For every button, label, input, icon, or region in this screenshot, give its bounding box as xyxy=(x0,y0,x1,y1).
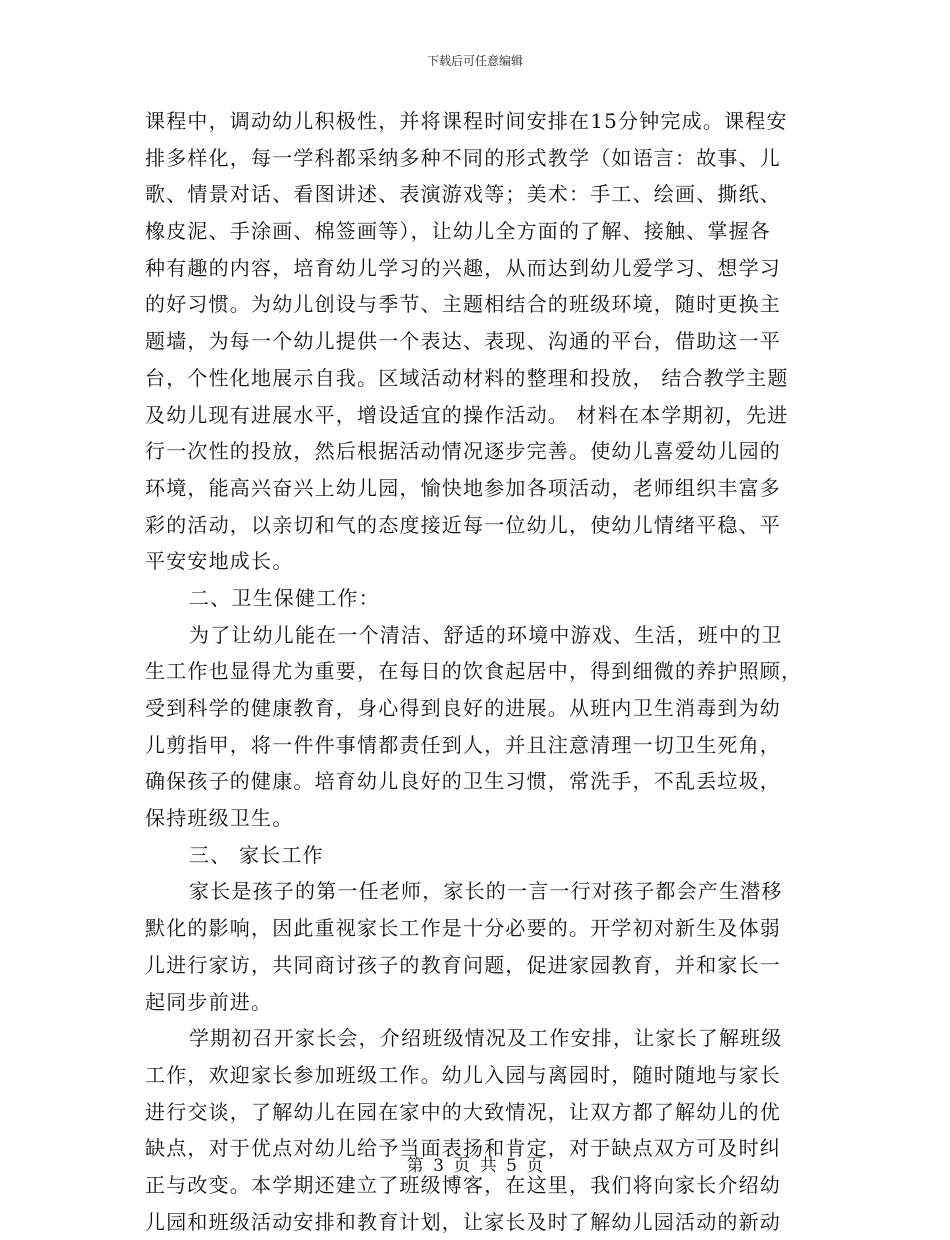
body-line: 平安安地成长。 xyxy=(145,549,294,574)
body-line: 行一次性的投放，然后根据活动情况逐步完善。使幼儿喜爱幼儿园的 xyxy=(145,439,781,464)
body-line: 台，个性化地展示自我。区域活动材料的整理和投放， 结合教学主题 xyxy=(145,365,789,390)
body-line: 工作，欢迎家长参加班级工作。幼儿入园与离园时，随时随地与家长 xyxy=(145,1062,781,1087)
body-line: 排多样化，每一学科都采纳多种不同的形式教学（如语言：故事、儿 xyxy=(145,145,781,170)
body-line: 生工作也显得尤为重要，在每日的饮食起居中，得到细微的养护照顾， xyxy=(145,659,803,684)
body-line: 起同步前进。 xyxy=(145,989,273,1014)
body-line: 受到科学的健康教育，身心得到良好的进展。从班内卫生消毒到为幼 xyxy=(145,696,781,720)
body-line: 彩的活动，以亲切和气的态度接近每一位幼儿，使幼儿情绪平稳、平 xyxy=(145,512,781,537)
section-heading-parents: 三、 家长工作 xyxy=(189,842,324,867)
body-line: 种有趣的内容，培育幼儿学习的兴趣，从而达到幼儿爱学习、想学习 xyxy=(145,255,781,280)
body-line: 进行交谈，了解幼儿在园在家中的大致情况，让双方都了解幼儿的优 xyxy=(145,1099,781,1124)
page-header-note: 下载后可任意编辑 xyxy=(426,54,523,68)
body-line: 学期初召开家长会，介绍班级情况及工作安排，让家长了解班级 xyxy=(189,1026,783,1051)
body-line: 儿剪指甲，将一件件事情都责任到人，并且注意清理一切卫生死角， xyxy=(145,732,781,757)
body-line: 家长是孩子的第一任老师，家长的一言一行对孩子都会产生潜移 xyxy=(189,879,783,904)
section-heading-hygiene: 二、卫生保健工作： xyxy=(189,585,380,610)
body-line: 为了让幼儿能在一个清洁、舒适的环境中游戏、生活，班中的卫 xyxy=(189,622,783,647)
document-body xyxy=(145,103,807,1240)
body-line: 正与改变。本学期还建立了班级博客，在这里，我们将向家长介绍幼 xyxy=(145,1172,781,1197)
body-line: 课程中，调动幼儿积极性，并将课程时间安排在15分钟完成。课程安 xyxy=(145,109,788,133)
body-line: 保持班级卫生。 xyxy=(145,806,294,831)
body-line: 橡皮泥、手涂画、棉签画等），让幼儿全方面的了解、接触、掌握各 xyxy=(145,219,771,244)
body-line: 题墙，为每一个幼儿提供一个表达、表现、沟通的平台，借助这一平 xyxy=(145,329,781,354)
body-line: 默化的影响，因此重视家长工作是十分必要的。开学初对新生及体弱 xyxy=(145,916,781,941)
body-line: 歌、情景对话、看图讲述、表演游戏等；美术：手工、绘画、撕纸、 xyxy=(145,182,781,207)
body-line: 儿进行家访，共同商讨孩子的教育问题，促进家园教育，并和家长一 xyxy=(145,952,781,977)
body-line: 的好习惯。为幼儿创设与季节、主题相结合的班级环境，随时更换主 xyxy=(145,292,781,317)
body-line: 环境，能高兴奋兴上幼儿园，愉快地参加各项活动，老师组织丰富多 xyxy=(145,475,781,500)
body-line: 确保孩子的健康。培育幼儿良好的卫生习惯，常洗手，不乱丢垃圾， xyxy=(145,769,781,794)
page-number: 第 3 页 共 5 页 xyxy=(406,1156,544,1176)
body-line: 缺点，对于优点对幼儿给予当面表扬和肯定，对于缺点双方可及时纠 xyxy=(145,1136,781,1161)
body-line: 儿园和班级活动安排和教育计划，让家长及时了解幼儿园活动的新动 xyxy=(145,1209,781,1234)
body-line: 及幼儿现有进展水平，增设适宜的操作活动。 材料在本学期初，先进 xyxy=(145,402,789,427)
